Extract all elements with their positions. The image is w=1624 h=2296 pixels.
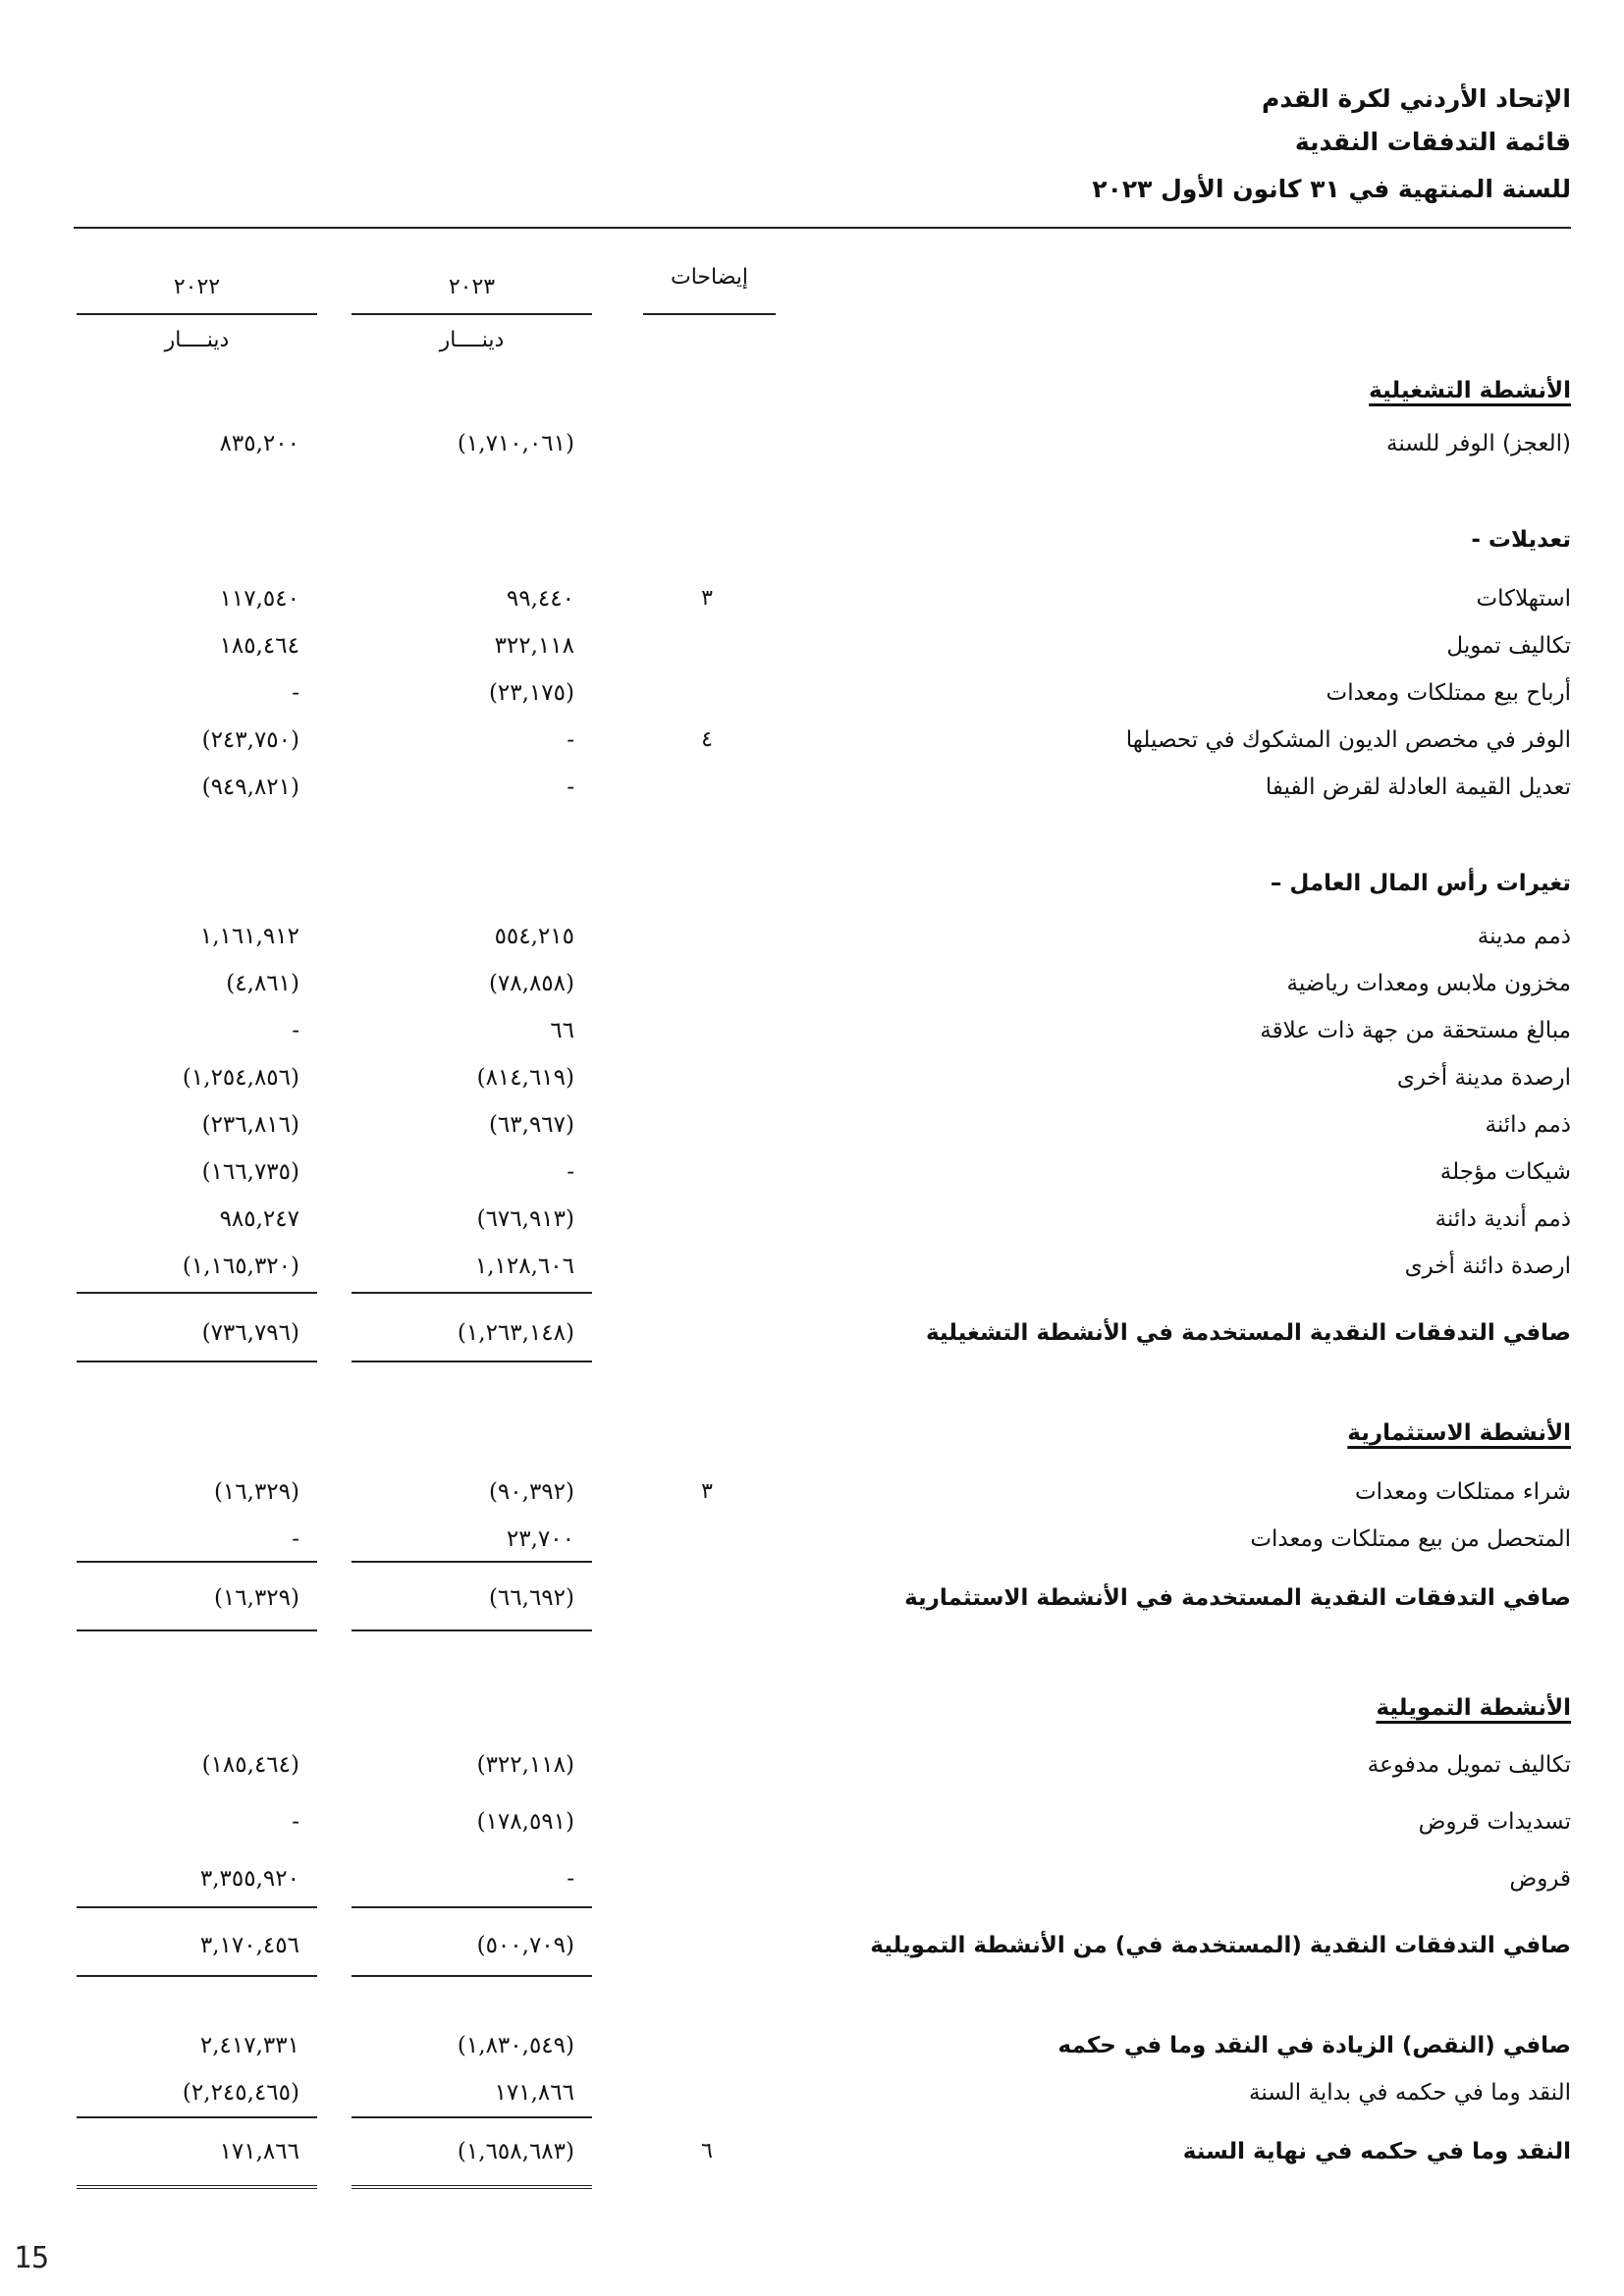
beginning-cash-row — [0, 2073, 1624, 2112]
row-label: تعديل القيمة العادلة لقرض الفيفا — [1265, 774, 1571, 800]
value-2022: - — [292, 1809, 299, 1835]
table-row — [0, 673, 1624, 713]
table-row — [0, 1058, 1624, 1097]
table-row — [0, 626, 1624, 666]
notes-header-underline — [643, 313, 776, 315]
row-label: صافي التدفقات النقدية المستخدمة في الأنشطة الاستثمارية — [904, 1585, 1571, 1611]
total-rule-2023 — [352, 1975, 592, 1977]
investing-net-row — [0, 1578, 1624, 1618]
value-2022: ٢,٤١٧,٣٣١ — [199, 2033, 299, 2058]
value-2022: (١٦٦,٧٣٥) — [201, 1159, 299, 1185]
table-row — [0, 579, 1624, 618]
investing-section-heading — [0, 1414, 1624, 1453]
table-row — [0, 1200, 1624, 1239]
total-rule-2022 — [77, 1975, 317, 1977]
table-row — [0, 1011, 1624, 1050]
section-title: الأنشطة التشغيلية — [1369, 378, 1571, 403]
value-2023: ٢٣,٧٠٠ — [506, 1526, 574, 1552]
table-row — [0, 1859, 1624, 1898]
row-label: مبالغ مستحقة من جهة ذات علاقة — [1260, 1018, 1571, 1043]
value-2023: (٣٢٢,١١٨) — [476, 1752, 574, 1778]
value-2022: (١٨٥,٤٦٤) — [201, 1752, 299, 1778]
total-rule-2023 — [352, 1361, 592, 1362]
period-title: للسنة المنتهية في ٣١ كانون الأول ٢٠٢٣ — [1092, 175, 1571, 203]
value-2023: (١,٨٣٠,٥٤٩) — [457, 2033, 574, 2058]
financing-net-row — [0, 1926, 1624, 1965]
row-label: تسديدات قروض — [1418, 1809, 1571, 1835]
table-row — [0, 1247, 1624, 1286]
row-label: الوفر في مخصص الديون المشكوك في تحصيلها — [1125, 727, 1571, 753]
value-2022: (٧٣٦,٧٩٦) — [201, 1320, 299, 1346]
value-2022: ١,١٦١,٩١٢ — [199, 924, 299, 949]
row-label: شراء ممتلكات ومعدات — [1355, 1479, 1571, 1505]
value-2023: (٥٠٠,٧٠٩) — [476, 1933, 574, 1958]
row-label: صافي التدفقات النقدية (المستخدمة في) من الأنشطة التمويلية — [870, 1933, 1571, 1958]
table-row — [0, 1152, 1624, 1192]
value-2022: ٣,١٧٠,٤٥٦ — [199, 1933, 299, 1958]
year-2022-header: ٢٠٢٢ — [173, 275, 221, 299]
value-2023: (١,٦٥٨,٦٨٣) — [457, 2139, 574, 2164]
unit-2023-header: دينــــار — [439, 328, 505, 352]
row-label: (العجز) الوفر للسنة — [1386, 431, 1571, 456]
table-row — [0, 964, 1624, 1003]
subtotal-rule-2022 — [77, 2116, 317, 2118]
table-row — [0, 768, 1624, 807]
value-2023: (٨١٤,٦١٩) — [476, 1065, 574, 1091]
value-2023: ٥٥٤,٢١٥ — [494, 924, 574, 949]
value-2023: - — [567, 774, 574, 800]
value-2023: - — [567, 1866, 574, 1892]
page-number: 15 — [14, 2241, 50, 2275]
grand-total-double-rule-2023 — [352, 2185, 592, 2189]
value-2023: - — [567, 1159, 574, 1185]
row-label: شيكات مؤجلة — [1439, 1159, 1571, 1185]
note-ref: ٦ — [701, 2139, 713, 2163]
value-2023: (٦٦,٦٩٢) — [488, 1585, 574, 1611]
value-2022: ١٨٥,٤٦٤ — [219, 633, 299, 659]
table-row — [0, 1472, 1624, 1512]
table-row — [0, 1520, 1624, 1559]
value-2022: (١,١٦٥,٣٢٠) — [182, 1254, 299, 1279]
year-2023-underline — [352, 313, 592, 315]
total-rule-2022 — [77, 1361, 317, 1362]
note-ref: ٤ — [701, 727, 713, 752]
adjustments-heading — [0, 520, 1624, 560]
value-2022: ٩٨٥,٢٤٧ — [219, 1206, 299, 1232]
value-2023: (٩٠,٣٩٢) — [488, 1479, 574, 1505]
operating-net-row — [0, 1313, 1624, 1353]
value-2023: (٦٧٦,٩١٣) — [476, 1206, 574, 1232]
value-2023: (٦٣,٩٦٧) — [488, 1112, 574, 1138]
table-row — [0, 917, 1624, 956]
value-2022: ٨٣٥,٢٠٠ — [219, 431, 299, 456]
operating-section-heading — [0, 371, 1624, 410]
row-label: تكاليف تمويل مدفوعة — [1367, 1752, 1571, 1778]
row-label: ارصدة دائنة أخرى — [1404, 1254, 1571, 1279]
unit-2022-header: دينــــار — [164, 328, 230, 352]
row-label: أرباح بيع ممتلكات ومعدات — [1326, 680, 1571, 706]
subtotal-rule-2023 — [352, 1292, 592, 1294]
table-row — [0, 1105, 1624, 1145]
total-rule-2022 — [77, 1629, 317, 1631]
value-2022: ١٧١,٨٦٦ — [219, 2139, 299, 2164]
subtotal-rule-2022 — [77, 1292, 317, 1294]
ending-cash-row — [0, 2132, 1624, 2171]
row-label: ذمم أندية دائنة — [1435, 1206, 1571, 1232]
row-label: ارصدة مدينة أخرى — [1396, 1065, 1571, 1091]
table-row — [0, 1745, 1624, 1785]
value-2023: ١٧١,٨٦٦ — [494, 2080, 574, 2106]
year-2023-header: ٢٠٢٣ — [448, 275, 496, 299]
value-2022: ١١٧,٥٤٠ — [219, 586, 299, 612]
row-label: النقد وما في حكمه في نهاية السنة — [1182, 2139, 1571, 2164]
organization-title: الإتحاد الأردني لكرة القدم — [1262, 84, 1571, 113]
statement-title: قائمة التدفقات النقدية — [1294, 128, 1571, 156]
subsection-title: تعديلات - — [1471, 527, 1571, 553]
grand-total-double-rule-2022 — [77, 2185, 317, 2189]
table-row — [0, 721, 1624, 760]
subsection-title: تغيرات رأس المال العامل – — [1270, 871, 1571, 896]
row-label: المتحصل من بيع ممتلكات ومعدات — [1250, 1526, 1571, 1552]
row-label: قروض — [1509, 1866, 1571, 1892]
subtotal-rule-2022 — [77, 1561, 317, 1563]
subtotal-rule-2023 — [352, 1906, 592, 1908]
value-2023: (٧٨,٨٥٨) — [488, 971, 574, 996]
value-2022: (٢,٢٤٥,٤٦٥) — [182, 2080, 299, 2106]
value-2023: ٦٦ — [550, 1018, 574, 1043]
table-row — [0, 1802, 1624, 1842]
section-title: الأنشطة الاستثمارية — [1347, 1420, 1571, 1446]
subtotal-rule-2023 — [352, 1561, 592, 1563]
row-label: ذمم مدينة — [1477, 924, 1571, 949]
value-2022: (١,٢٥٤,٨٥٦) — [182, 1065, 299, 1091]
header-divider — [74, 227, 1571, 229]
table-row — [0, 424, 1624, 463]
value-2023: (١,٢٦٣,١٤٨) — [457, 1320, 574, 1346]
row-label: النقد وما في حكمه في بداية السنة — [1248, 2080, 1571, 2106]
row-label: صافي التدفقات النقدية المستخدمة في الأنشطة التشغيلية — [925, 1320, 1571, 1346]
value-2022: (٢٤٣,٧٥٠) — [201, 727, 299, 753]
value-2022: (٩٤٩,٨٢١) — [201, 774, 299, 800]
value-2022: - — [292, 1018, 299, 1043]
value-2023: (٢٣,١٧٥) — [488, 680, 574, 706]
note-ref: ٣ — [701, 586, 713, 611]
note-ref: ٣ — [701, 1479, 713, 1504]
value-2022: - — [292, 1526, 299, 1552]
total-rule-2023 — [352, 1629, 592, 1631]
row-label: ذمم دائنة — [1485, 1112, 1571, 1138]
year-2022-underline — [77, 313, 317, 315]
value-2023: ١,١٢٨,٦٠٦ — [474, 1254, 574, 1279]
value-2022: - — [292, 680, 299, 706]
subtotal-rule-2022 — [77, 1906, 317, 1908]
row-label: صافي (النقص) الزيادة في النقد وما في حكمه — [1057, 2033, 1571, 2058]
row-label: استهلاكات — [1476, 586, 1571, 612]
notes-column-header: إيضاحات — [670, 265, 749, 290]
value-2023: ٩٩,٤٤٠ — [506, 586, 574, 612]
value-2022: (١٦,٣٢٩) — [213, 1479, 299, 1505]
value-2023: ٣٢٢,١١٨ — [494, 633, 574, 659]
subtotal-rule-2023 — [352, 2116, 592, 2118]
value-2023: - — [567, 727, 574, 753]
value-2023: (١,٧١٠,٠٦١) — [457, 431, 574, 456]
value-2022: (٢٣٦,٨١٦) — [201, 1112, 299, 1138]
row-label: مخزون ملابس ومعدات رياضية — [1286, 971, 1571, 996]
financing-section-heading — [0, 1688, 1624, 1728]
value-2022: (١٦,٣٢٩) — [213, 1585, 299, 1611]
section-title: الأنشطة التمويلية — [1376, 1695, 1571, 1721]
value-2023: (١٧٨,٥٩١) — [476, 1809, 574, 1835]
working-capital-heading — [0, 864, 1624, 903]
value-2022: (٤,٨٦١) — [226, 971, 299, 996]
net-change-row — [0, 2026, 1624, 2065]
value-2022: ٣,٣٥٥,٩٢٠ — [199, 1866, 299, 1892]
row-label: تكاليف تمويل — [1446, 633, 1571, 659]
